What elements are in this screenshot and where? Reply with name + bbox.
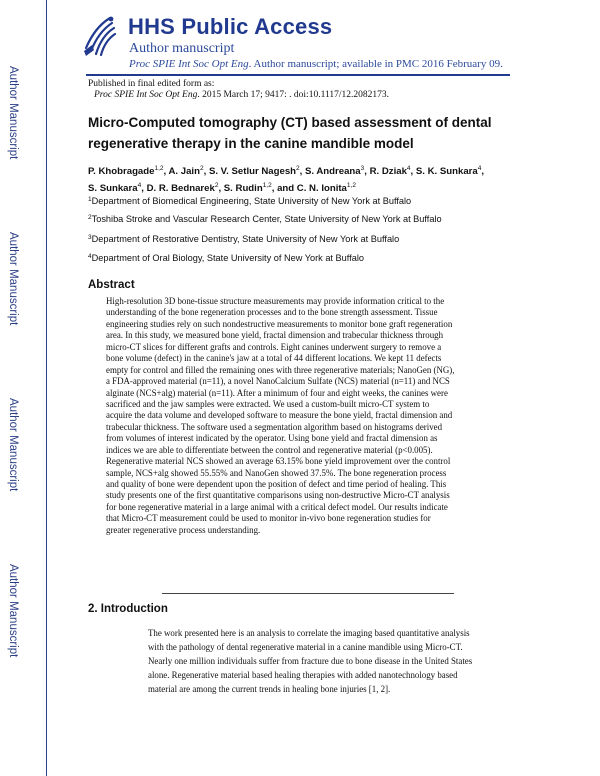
abstract-line: for bone regenerative material in a large animal with a critical defect model. Our results indicate: [106, 501, 448, 512]
author-name: R. Dziak: [369, 166, 407, 177]
citation-details: . 2015 March 17; 9417: . doi:10.1117/12.2082173.: [197, 90, 390, 100]
affiliation-text: Department of Oral Biology, State University of New York at Buffalo: [91, 253, 364, 263]
availability-line: [129, 58, 503, 70]
author-affiliation-sup: 4: [477, 165, 482, 172]
sidebar-label: Author Manuscript: [7, 564, 19, 658]
author-name: S. Sunkara: [88, 183, 138, 194]
affiliation-number: 3: [88, 234, 92, 241]
abstract-line: engineering studies rely on such nondestructive measurements to monitor bone graft regeneration: [106, 318, 453, 329]
abstract-line: and quality of bone were dependent upon the position of defect and time period of healing. This: [106, 479, 447, 489]
introduction-line: Nearly one million individuals suffer from fracture due to bone disease in the United States: [148, 655, 473, 666]
abstract-line: sacrificed and the jaw samples were extracted. We used a custom-built micro-CT system to: [106, 398, 430, 409]
author-line: [88, 163, 528, 180]
introduction-line: with the pathology of dental regenerative material in a canine mandible using Micro-CT.: [148, 641, 463, 652]
author-affiliation-sup: 4: [406, 165, 411, 172]
author-separator: ,: [410, 166, 416, 177]
affiliation-4: [88, 253, 528, 263]
paper-title: [88, 112, 528, 154]
sidebar-label: Author Manuscript: [7, 398, 19, 492]
author-affiliation-sup: 3: [360, 165, 365, 172]
author-name: P. Khobragade: [88, 166, 155, 177]
author-separator: , and: [271, 183, 297, 194]
affiliation-text: Department of Biomedical Engineering, State University of New York at Buffalo: [91, 196, 412, 206]
author-separator: ,: [299, 166, 305, 177]
introduction-body: [148, 627, 520, 696]
affiliation-text: Department of Restorative Dentistry, State University of New York at Buffalo: [91, 234, 400, 244]
author-separator: ,: [218, 183, 224, 194]
author-affiliation-sup: 2: [199, 165, 204, 172]
paper-title-line: Micro-Computed tomography (CT) based assessment of dental: [88, 115, 492, 130]
author-affiliation-sup: 1,2: [154, 165, 164, 172]
sidebar-label: Author Manuscript: [7, 66, 19, 160]
abstract-divider: [162, 593, 454, 594]
abstract-line: sample, NCS+alg showed 55.55% and NanoGen showed 37.5%. The bone regeneration process: [106, 467, 447, 478]
introduction-line: alone. Regenerative material based healing therapies with added nanotechnology based: [148, 669, 458, 680]
affiliation-text: Toshiba Stroke and Vascular Research Center, State University of New York at Buffalo: [91, 214, 442, 224]
header-divider: [86, 74, 510, 76]
abstract-line: that Micro-CT measurement could be used to monitor in-vivo bone regeneration studies for: [106, 513, 431, 524]
abstract-line: indices we are able to differentiate between the control and regenerative material (p<0.005).: [106, 444, 433, 455]
affiliation-2: [88, 214, 528, 224]
abstract-line: area. In this study, we measured bone yield, fractal dimension and trabecular thickness through: [106, 330, 444, 341]
published-label: Published in final edited form as:: [88, 79, 215, 89]
abstract-line: acquire the data volume and developed software to measure the bone yield, fractal dimension and: [106, 410, 453, 421]
affiliation-number: 4: [88, 253, 92, 260]
author-manuscript-subtitle: Author manuscript: [129, 41, 235, 56]
author-name: A. Jain: [168, 166, 200, 177]
availability-text: . Author manuscript; available in PMC 2016 February 09.: [248, 58, 503, 70]
paper-title-line: regenerative therapy in the canine mandible model: [88, 136, 414, 151]
abstract-line: greater regenerative process understanding.: [106, 524, 261, 535]
author-separator: ,: [481, 166, 485, 177]
author-name: C. N. Ionita: [296, 183, 347, 194]
author-name: S. V. Setlur Nagesh: [208, 166, 297, 177]
author-affiliation-sup: 1,2: [346, 182, 356, 189]
abstract-line: micro-CT slices for different grafts and controls. Eight canines underwent surgery to remove a: [106, 341, 442, 352]
abstract-line: alginate (NCS+alg) material (n=11). After a minimum of four and eight weeks, the canines were: [106, 387, 448, 398]
margin-rule: [46, 0, 47, 776]
author-separator: ,: [203, 166, 209, 177]
abstract-line: study presents one of the first quantitative comparisons using non-destructive Micro-CT analysis: [106, 490, 450, 501]
hhs-public-access-title: HHS Public Access: [128, 14, 333, 39]
citation-line: [94, 90, 389, 100]
abstract-line: Regenerative material NCS showed an average 63.15% bone yield improvement over the control: [106, 456, 451, 467]
journal-name: Proc SPIE Int Soc Opt Eng: [129, 58, 249, 70]
author-affiliation-sup: 2: [296, 165, 300, 172]
author-separator: ,: [141, 183, 147, 194]
introduction-line: The work presented here is an analysis to correlate the imaging based quantitative analysis: [148, 628, 470, 638]
citation-journal: Proc SPIE Int Soc Opt Eng: [94, 90, 198, 100]
hhs-eagle-logo-icon: [80, 14, 118, 58]
author-affiliation-sup: 4: [137, 182, 142, 189]
author-name: D. R. Bednarek: [146, 183, 215, 194]
abstract-line: trabecular thickness. The software used a segmentation algorithm based on histograms derived: [106, 421, 443, 432]
abstract-body: [106, 296, 510, 536]
author-name: S. K. Sunkara: [415, 166, 478, 177]
affiliation-number: 2: [88, 214, 92, 221]
affiliation-number: 1: [88, 196, 92, 203]
author-separator: ,: [163, 166, 169, 177]
author-line: [88, 180, 528, 197]
abstract-heading: Abstract: [88, 279, 135, 291]
author-affiliation-sup: 2: [214, 182, 219, 189]
introduction-heading: 2. Introduction: [88, 603, 168, 615]
introduction-line: material are among the current trends in healing bone injuries [1, 2].: [148, 683, 391, 694]
abstract-line: bone volume (defect) in the canine's jaw at a total of 44 different locations. We kept 11 defects: [106, 353, 442, 364]
author-list: [88, 163, 528, 197]
abstract-line: from volumes of interest indicated by the operator. Using bone yield and fractal dimension as: [106, 433, 438, 444]
abstract-line: understanding of the bone regeneration processes and to the bone strength assessment. Tissue: [106, 307, 438, 318]
affiliation-3: [88, 234, 528, 244]
author-name: S. Rudin: [223, 183, 263, 194]
affiliation-1: [88, 196, 528, 206]
author-separator: ,: [364, 166, 370, 177]
abstract-line: High-resolution 3D bone-tissue structure measurements may provide information critical to the: [106, 296, 445, 306]
sidebar-label: Author Manuscript: [7, 232, 19, 326]
author-affiliation-sup: 1,2: [262, 182, 272, 189]
abstract-line: a FDA-approved material (n=11), a novel NanoCalcium Sulfate (NCS) material (n=11) and NCS: [106, 376, 450, 387]
author-name: S. Andreana: [305, 166, 361, 177]
abstract-line: empty for control and filled the remaining ones with three regenerative materials; NanoGen (NG),: [106, 364, 455, 375]
